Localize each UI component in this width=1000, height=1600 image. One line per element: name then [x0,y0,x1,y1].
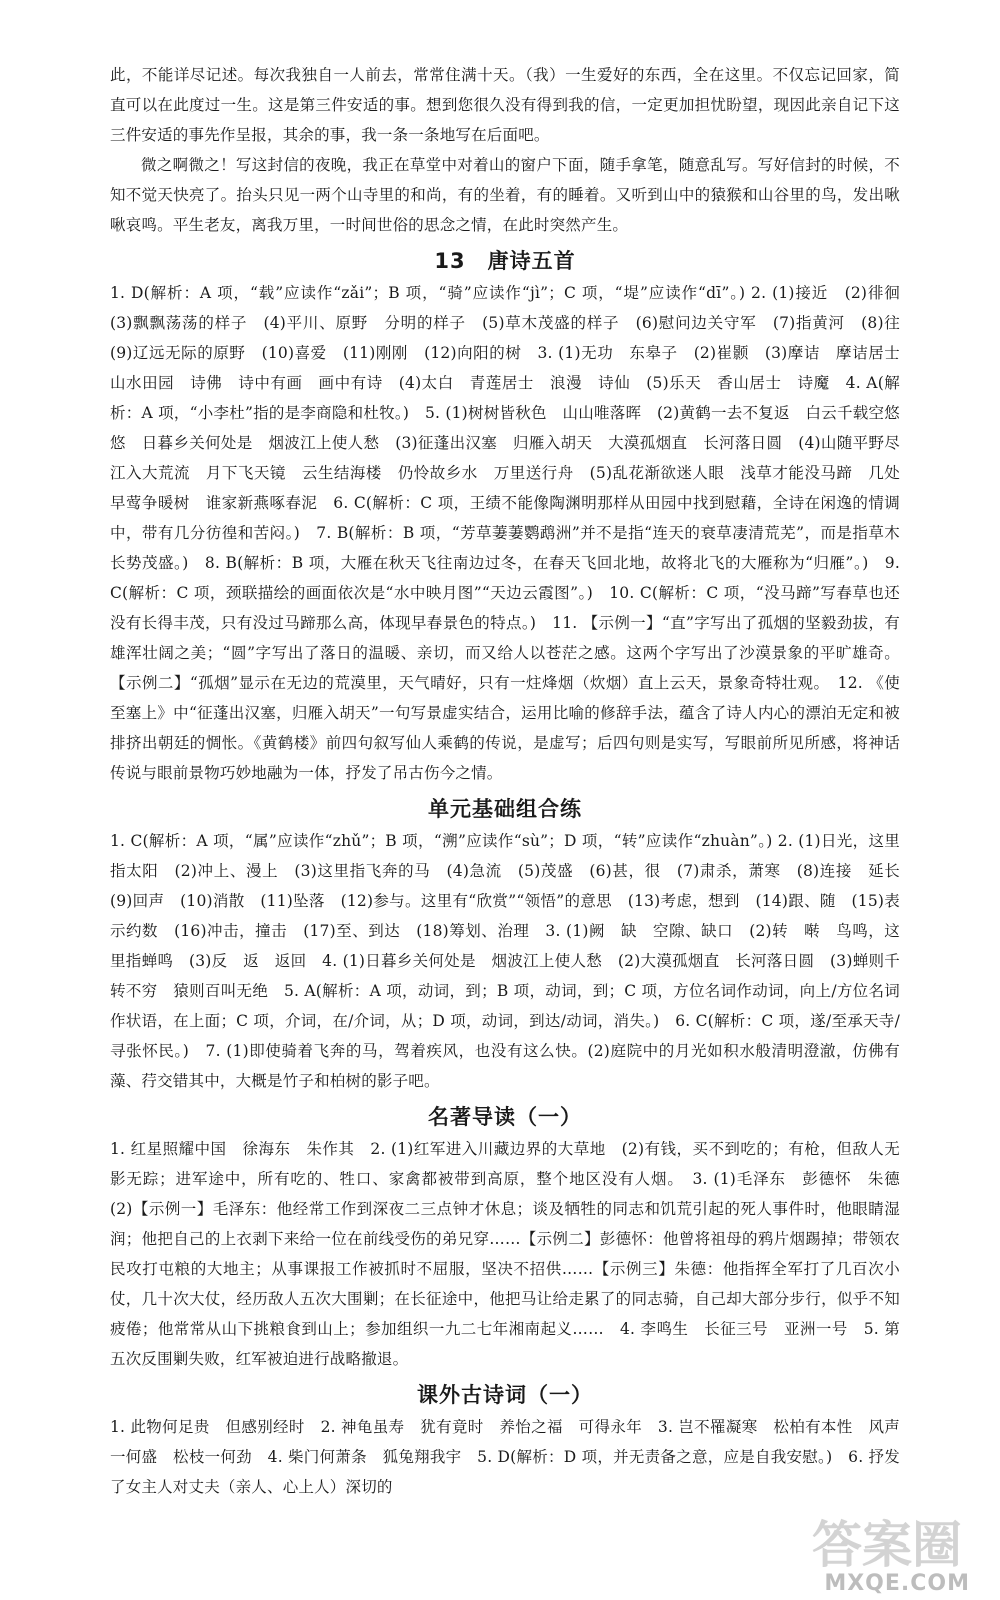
section-title: 名著导读（一） [428,1105,582,1129]
section-classics-guide [110,1102,916,1374]
watermark-url: MXQE.COM [824,1571,970,1596]
section-title: 13 唐诗五首 [434,249,576,273]
section-answers: 1. 红星照耀中国 徐海东 朱作其 2. (1)红军进入川藏边界的大草地 (2)有钱，买不到吃的；有枪，但敌人无影无踪；进军途中，所有吃的、牲口、家禽都被带到高原，整个地区没有人烟。 3. (1)毛泽东 彭德怀 朱德 (2)【示例一】毛泽东：他经常工作到深夜二三点钟才休息；谈及牺牲的同志和饥荒引起的死人事件时，他眼睛湿润；他把自己的上衣剥下来给一位在前线受伤的弟兄穿……【示例二】彭德怀：他曾将祖母的鸦片烟踢掉；带领农民攻打屯粮的大地主；从事课报工作被抓时不屈服，坚决不招供……【示例三】朱德：他指挥全军打了几百次小仗，几十次大仗，经历敌人五次大围剿；在长征途中，他把马让给走累了的同志骑，自己却大部分步行，似乎不知疲倦；他常常从山下挑粮食到山上；参加组织一九二七年湘南起义…… 4. 李鸣生 长征三号 亚洲一号 5. 第五次反围剿失败，红军被迫进行战略撤退。 [110,1140,916,1368]
intro-paragraph-2: 微之啊微之！写这封信的夜晚，我正在草堂中对着山的窗户下面，随手拿笔，随意乱写。写好信封的时候，不知不觉天快亮了。抬头只见一两个山寺里的和尚，有的坐着，有的睡着。又听到山中的猿猴和山谷里的鸟，发出啾啾哀鸣。平生老友，离我万里，一时间世俗的思念之情，在此时突然产生。 [110,156,900,234]
section-unit-practice [110,794,916,1096]
document-page [110,60,916,1502]
section-extra-poems [110,1380,900,1502]
section-title: 课外古诗词（一） [417,1383,593,1407]
section-tang-poems [110,246,916,788]
watermark-logo-text: 答案圈 [812,1516,962,1574]
section-answers: 1. D(解析：A 项，“载”应读作“zǎi”；B 项，“骑”应读作“jì”；C 项，“堤”应读作“dī”。) 2. (1)接近 (2)徘徊 (3)飘飘荡荡的样子 (4)平川、原野 分明的样子 (5)草木茂盛的样子 (6)慰问边关守军 (7)指黄河 (8)往 (9)辽远无际的原野 (10)喜爱 (11)刚刚 (12)向阳的树 3. (1)无功 东皋子 (2)崔颢 (3)摩诘 摩诘居士 山水田园 诗佛 诗中有画 画中有诗 (4)太白 青莲居士 浪漫 诗仙 (5)乐天 香山居士 诗魔 4. A(解析：A 项，“小李杜”指的是李商隐和杜牧。) 5. (1)树树皆秋色 山山唯落晖 (2)黄鹤一去不复返 白云千载空悠悠 日暮乡关何处是 烟波江上使人愁 (3)征蓬出汉塞 归雁入胡天 大漠孤烟直 长河落日圆 (4)山随平野尽 江入大荒流 月下飞天镜 云生结海楼 仍怜故乡水 万里送行舟 (5)乱花渐欲迷人眼 浅草才能没马蹄 几处早莺争暖树 谁家新燕啄春泥 6. C(解析：C 项，王绩不能像陶渊明那样从田园中找到慰藉，全诗在闲逸的情调中，带有几分彷徨和苦闷。) 7. B(解析：B 项，“芳草萋萋鹦鹉洲”并不是指“连天的衰草凄清荒芜”，而是指草木长势茂盛。) 8. B(解析：B 项，大雁在秋天飞往南边过冬，在春天飞回北地，故将北飞的大雁称为“归雁”。) 9. C(解析：C 项，颈联描绘的画面依次是“水中映月图”“天边云霞图”。) 10. C(解析：C 项，“没马蹄”写春草也还没有长得丰茂，只有没过马蹄那么高，体现早春景色的特点。) 11. 【示例一】“直”字写出了孤烟的坚毅劲拔，有雄浑壮阔之美；“圆”字写出了落日的温暖、亲切，而又给人以苍茫之感。这两个字写出了沙漠景象的平旷雄奇。【示例二】“孤烟”显示在无边的荒漠里，天气晴好，只有一炷烽烟（炊烟）直上云天，景象奇特壮观。 12. 《使至塞上》中“征蓬出汉塞，归雁入胡天”一句写景虚实结合，运用比喻的修辞手法，蕴含了诗人内心的漂泊无定和被排挤出朝廷的惆怅。《黄鹤楼》前四句叙写仙人乘鹤的传说，是虚写；后四句则是实写，写眼前所见所感，将神话传说与眼前景物巧妙地融为一体，抒发了吊古伤今之情。 [110,284,916,782]
section-answers: 1. 此物何足贵 但感别经时 2. 神龟虽寿 犹有竟时 养怡之福 可得永年 3. 岂不罹凝寒 松柏有本性 风声一何盛 松枝一何劲 4. 柴门何萧条 狐兔翔我宇 5. D(解析：D 项，并无责备之意，应是自我安慰。) 6. 抒发了女主人对丈夫（亲人、心上人）深切的 [110,1418,900,1496]
section-title: 单元基础组合练 [428,797,582,821]
intro-paragraph-1: 此，不能详尽记述。每次我独自一人前去，常常住满十天。（我）一生爱好的东西，全在这里。不仅忘记回家，简直可以在此度过一生。这是第三件安适的事。想到您很久没有得到我的信，一定更加担忧盼望，现因此亲自记下这三件安适的事先作呈报，其余的事，我一条一条地写在后面吧。 [110,66,900,144]
section-answers: 1. C(解析：A 项，“属”应读作“zhǔ”；B 项，“溯”应读作“sù”；D 项，“转”应读作“zhuàn”。) 2. (1)日光，这里指太阳 (2)冲上、漫上 (3)这里指飞奔的马 (4)急流 (5)茂盛 (6)甚，很 (7)肃杀，萧寒 (8)连接 延长 (9)回声 (10)消散 (11)坠落 (12)参与。这里有“欣赏”“领悟”的意思 (13)考虑，想到 (14)跟、随 (15)表示约数 (16)冲击，撞击 (17)至、到达 (18)筹划、治理 3. (1)阙 缺 空隙、缺口 (2)转 啭 鸟鸣，这里指蝉鸣 (3)反 返 返回 4. (1)日暮乡关何处是 烟波江上使人愁 (2)大漠孤烟直 长河落日圆 (3)蝉则千转不穷 猿则百叫无绝 5. A(解析：A 项，动词，到；B 项，动词，到；C 项，方位名词作动词，向上/方位名词作状语，在上面；C 项，介词，在/介词，从；D 项，动词，到达/动词，消失。) 6. C(解析：C 项，遂/至承天寺/寻张怀民。) 7. (1)即使骑着飞奔的马，驾着疾风，也没有这么快。(2)庭院中的月光如积水般清明澄澈，仿佛有藻、荇交错其中，大概是竹子和柏树的影子吧。 [110,832,916,1090]
